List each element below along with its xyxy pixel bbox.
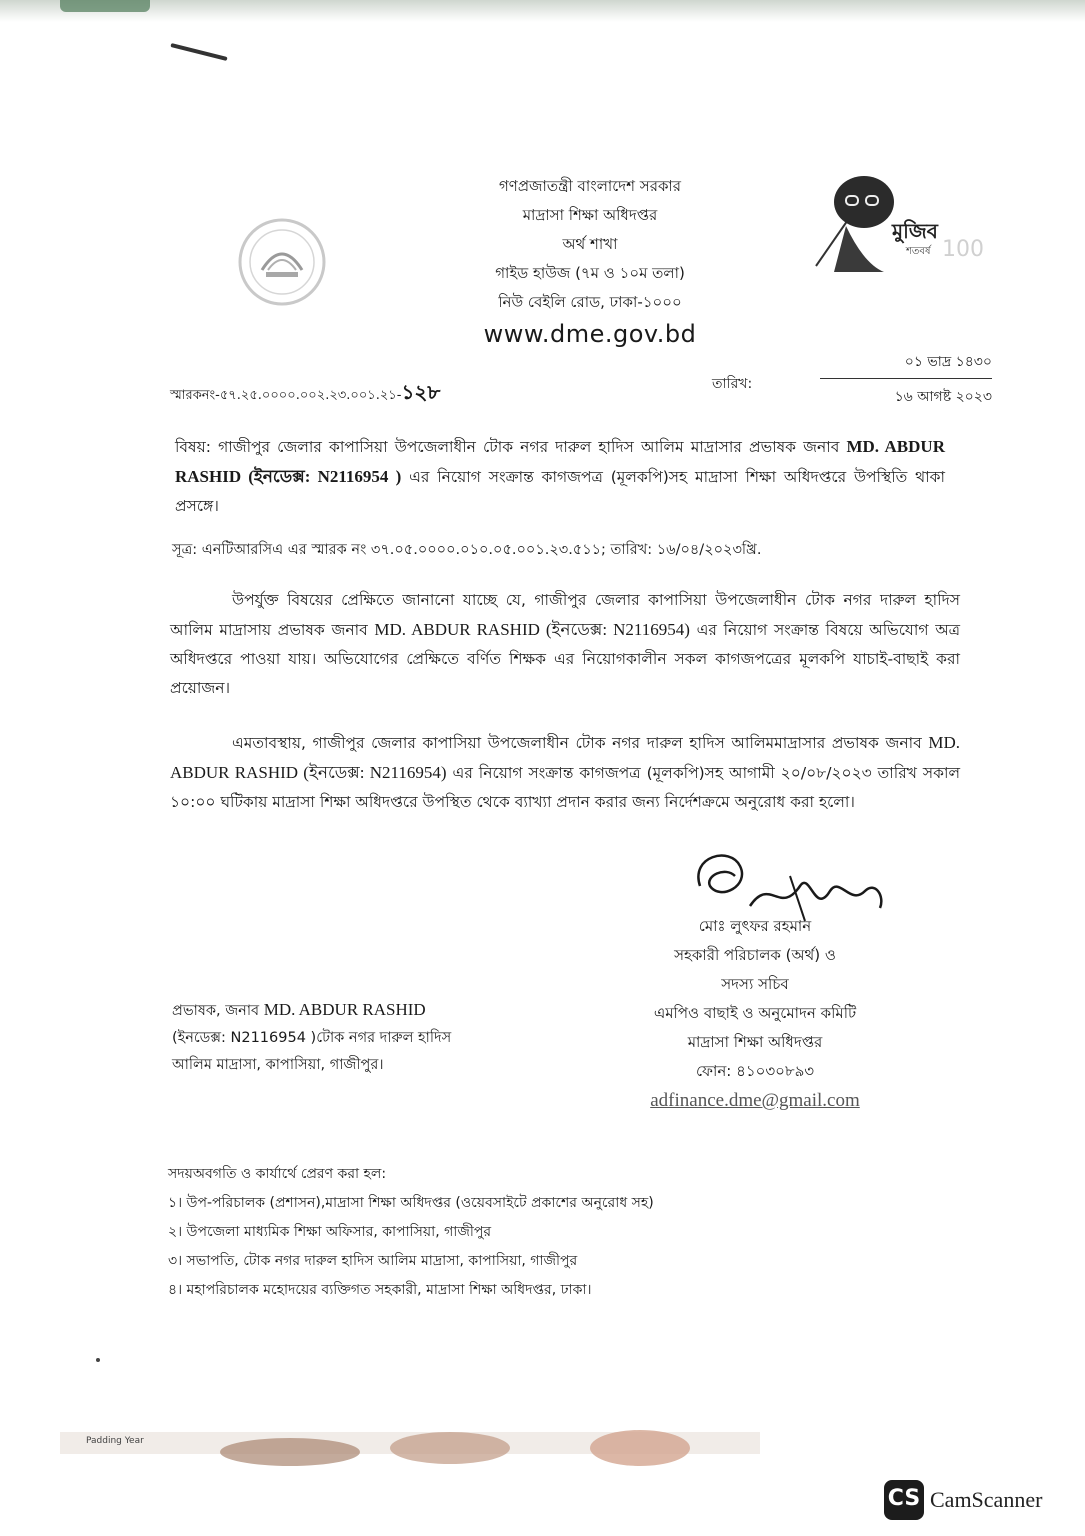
signatory-email-link[interactable]: adfinance.dme@gmail.com (650, 1090, 860, 1111)
copy-item: ৪। মহাপরিচালক মহোদয়ের ব্যক্তিগত সহকারী, মাদ্রাসা শিক্ষা অধিদপ্তর, ঢাকা। (168, 1282, 592, 1298)
government-seal-icon (236, 216, 328, 308)
signatory-phone: ফোন: ৪১০৩০৮৯৩ (695, 1062, 815, 1080)
signatory-designation: সহকারী পরিচালক (অর্থ) ও (674, 946, 836, 964)
subject-text-2: এর নিয়োগ সংক্রান্ত কাগজপত্র (মূলকপি)সহ মাদ্রাসা শিক্ষা অধিদপ্তরে উপস্থিতি থাকা প্রসঙ্গে। (175, 468, 946, 515)
mujib-logo-text: মুজিব (892, 219, 938, 243)
body-paragraph-1 (170, 586, 960, 703)
para1-name: MD. ABDUR RASHID (ইনডেক্স: N2116954) (374, 620, 690, 639)
copy-distribution (168, 1160, 888, 1305)
recipient-address (172, 996, 572, 1079)
date-label: তারিখ: (712, 376, 753, 392)
date-bangla: ০১ ভাদ্র ১৪৩০ (820, 350, 992, 379)
scan-top-band (60, 0, 150, 12)
body-paragraph-2 (170, 728, 960, 817)
header-line: নিউ বেইলি রোড, ঢাকা-১০০০ (498, 293, 682, 311)
para2-text-a: এমতাবস্থায়, গাজীপুর জেলার কাপাসিয়া উপজেলাধীন টোক নগর দারুল হাদিস আলিমমাদ্রাসার প্রভাষক জনাব (232, 734, 922, 752)
camscanner-logo-icon: CS (884, 1480, 924, 1520)
para2-name: MD. ABDUR RASHID (ইনডেক্স: N2116954) (170, 733, 960, 782)
scan-top-edge (0, 0, 1085, 22)
website-link[interactable]: www.dme.gov.bd (483, 320, 697, 348)
subject (175, 432, 945, 521)
camscanner-label: CamScanner (930, 1487, 1043, 1512)
memo-value: ৫৭.২৫.০০০০.০০২.২৩.০০১.২১- (219, 388, 402, 403)
copies-heading: সদয়অবগতি ও কার্যার্থে প্রেরণ করা হল: (168, 1166, 387, 1182)
signature-block (610, 912, 900, 1115)
subject-name-index: MD. ABDUR RASHID (ইনডেক্স: N2116954 ) (175, 437, 945, 486)
para2-text-b: এর নিয়োগ সংক্রান্ত কাগজপত্র (মূলকপি)সহ আগামী ২০/০৮/২০২৩ তারিখ সকাল ১০:০০ ঘটিকায় মাদ্রাসা শিক্ষা অধিদপ্তরে উপস্থিত থেকে ব্যাখ্যা প্রদান করার জন্য নির্দেশক্রমে অনুরোধ করা হলো। (170, 764, 960, 811)
recipient-line-2: (ইনডেক্স: N2116954 )টোক নগর দারুল হাদিস (172, 1030, 452, 1046)
copy-item: ২। উপজেলা মাধ্যমিক শিক্ষা অফিসার, কাপাসিয়া, গাজীপুর (168, 1224, 492, 1240)
date-block (820, 350, 992, 409)
mujib-logo-subtext: শতবর্ষ (906, 246, 931, 257)
signatory-role: সদস্য সচিব (721, 975, 789, 993)
stray-dot (96, 1358, 100, 1362)
para1-text-b: এর নিয়োগ সংক্রান্ত বিষয়ে অভিযোগ অত্র অধিদপ্তরে পাওয়া যায়। অভিযোগের প্রেক্ষিতে বর্ণিত শিক্ষক এর নিয়োগকালীন সকল কাগজপত্রের মূলকপি যাচাই-বাছাই করা প্রয়োজন। (170, 621, 961, 697)
copy-item: ১। উপ-পরিচালক (প্রশাসন),মাদ্রাসা শিক্ষা অধিদপ্তর (ওয়েবসাইটে প্রকাশের অনুরোধ সহ) (168, 1195, 654, 1211)
mujib-centenary-logo-icon (812, 168, 984, 276)
subject-text-1: গাজীপুর জেলার কাপাসিয়া উপজেলাধীন টোক নগর দারুল হাদিস আলিম মাদ্রাসার প্রভাষক জনাব (218, 438, 840, 456)
memo-label: স্মারকনং- (170, 388, 220, 403)
para1-text-a: উপর্যুক্ত বিষয়ের প্রেক্ষিতে জানানো যাচ্ছে যে, গাজীপুর জেলার কাপাসিয়া উপজেলাধীন টোক নগর দারুল হাদিস আলিম মাদ্রাসায় প্রভাষক জনাব (170, 591, 960, 639)
pen-mark (170, 43, 227, 61)
header-line: মাদ্রাসা শিক্ষা অধিদপ্তর (522, 206, 658, 224)
recipient-name: MD. ABDUR RASHID (263, 1000, 426, 1019)
copy-item: ৩। সভাপতি, টোক নগর দারুল হাদিস আলিম মাদ্রাসা, কাপাসিয়া, গাজীপুর (168, 1253, 578, 1269)
date-gregorian: ১৬ আগষ্ট ২০২৩ (894, 389, 992, 405)
mujib-logo-number: 100 (942, 237, 984, 262)
header-line: গণপ্রজাতন্ত্রী বাংলাদেশ সরকার (498, 177, 682, 195)
signatory-committee: এমপিও বাছাই ও অনুমোদন কমিটি (653, 1004, 857, 1022)
memo-handwritten-number: ১২৮ (401, 380, 441, 404)
office-header (380, 172, 800, 351)
header-line: গাইড হাউজ (৭ম ও ১০ম তলা) (495, 264, 685, 282)
subject-label: বিষয়: (175, 438, 211, 456)
recipient-prefix: প্রভাষক, জনাব (172, 1003, 260, 1019)
signatory-name: মোঃ লুৎফর রহমান (698, 917, 812, 935)
recipient-line-3: আলিম মাদ্রাসা, কাপাসিয়া, গাজীপুর। (172, 1057, 384, 1073)
scan-bottom-artifact (60, 1412, 760, 1454)
memo-number (170, 378, 440, 411)
header-line: অর্থ শাখা (562, 235, 618, 253)
signatory-office: মাদ্রাসা শিক্ষা অধিদপ্তর (687, 1033, 823, 1051)
footer-note: Padding Year (86, 1436, 144, 1446)
reference-line: সূত্র: এনটিআরসিএ এর স্মারক নং ৩৭.০৫.০০০০.০১০.০৫.০০১.২৩.৫১১; তারিখ: ১৬/০৪/২০২৩খ্রি. (172, 542, 762, 558)
